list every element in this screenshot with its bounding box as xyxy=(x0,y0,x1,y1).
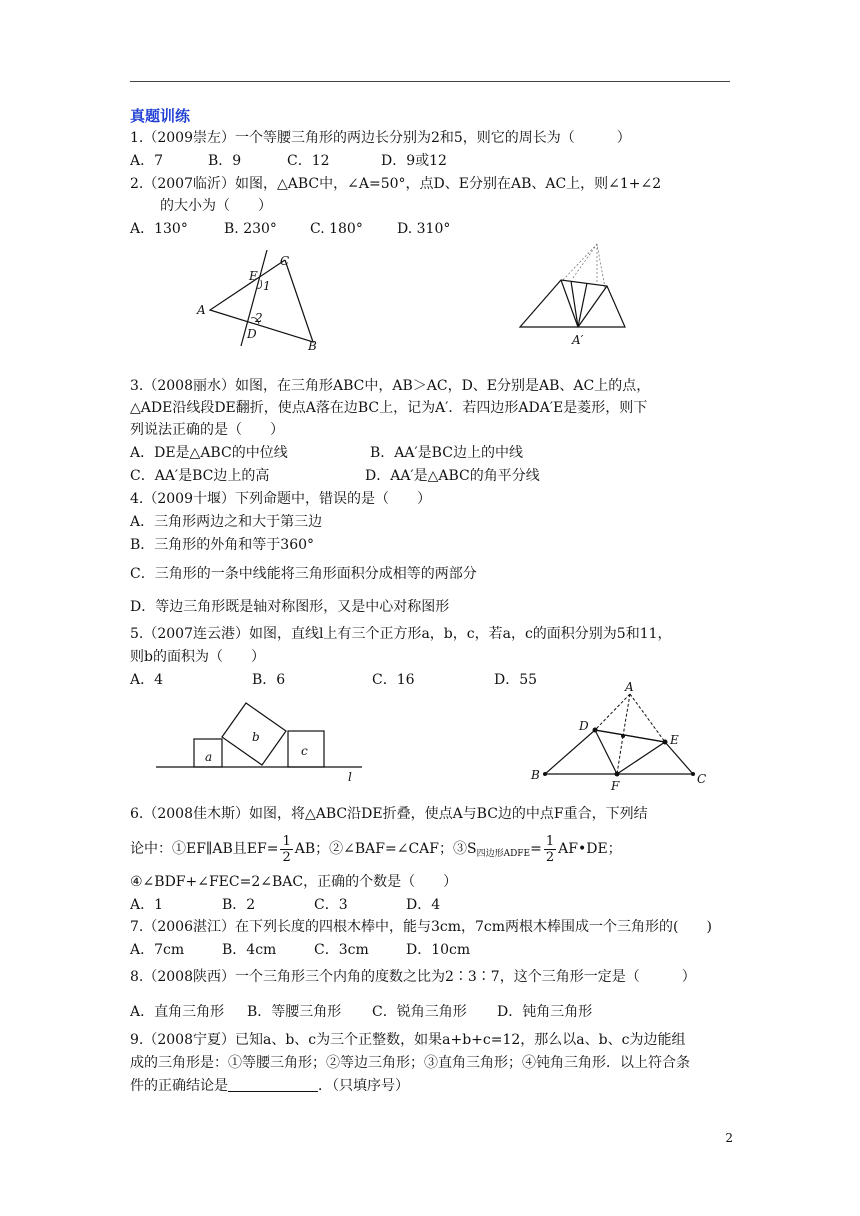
q3-option-b: B．AA′是BC边上的中线 xyxy=(370,445,523,461)
q8-option-d: D．钝角三角形 xyxy=(497,1004,593,1020)
label-a: a xyxy=(205,750,213,764)
q6-part-d: AF•DE； xyxy=(558,841,622,857)
q9-line3-b: ．（只填序号） xyxy=(318,1078,409,1094)
q4-option-c: C．三角形的一条中线能将三角形面积分成相等的两部分 xyxy=(130,566,477,582)
q6-part-b: AB；②∠BAF=∠CAF；③S xyxy=(294,841,477,857)
label-A-prime: A′ xyxy=(572,333,584,347)
q4-option-d: D．等边三角形既是轴对称图形，又是中心对称图形 xyxy=(130,599,450,615)
q2-option-c: C. 180° xyxy=(310,221,363,237)
q7-option-a: A．7cm xyxy=(130,942,185,958)
q1-option-a: A．7 xyxy=(130,153,164,169)
label-1: 1 xyxy=(263,279,271,293)
q3-fold-figure xyxy=(515,238,635,350)
label-2: 2 xyxy=(255,311,263,325)
q1-stem: 1.（2009崇左）一个等腰三角形的两边长分别为2和5，则它的周长为（ ） xyxy=(130,130,631,146)
q3-option-d: D．AA′是△ABC的角平分线 xyxy=(365,468,540,484)
q9-answer-blank[interactable] xyxy=(228,1077,318,1092)
q6-fraction-1: $\frac{1}{2}$ xyxy=(282,833,291,865)
label-F: F xyxy=(611,779,620,792)
q3-line3: 列说法正确的是（ ） xyxy=(130,422,284,438)
q1-option-d: D．9或12 xyxy=(381,153,447,169)
q1-option-b: B．9 xyxy=(208,153,242,169)
label-B: B xyxy=(531,768,540,782)
q6-subscript: 四边形ADFE xyxy=(476,849,531,859)
section-title: 真题训练 xyxy=(130,107,191,125)
q9-line1: 9.（2008宁夏）已知a、b、c为三个正整数，如果a+b+c=12，那么以a、b、c为边能组 xyxy=(130,1032,686,1048)
q2-stem-line2: 的大小为（ ） xyxy=(160,198,272,214)
label-C: C xyxy=(697,772,707,786)
q5-line1: 5.（2007连云港）如图，直线l上有三个正方形a，b，c，若a，c的面积分别为5和11， xyxy=(130,626,672,642)
q3-line1: 3.（2008丽水）如图，在三角形ABC中，AB＞AC，D、E分别是AB、AC上的点， xyxy=(130,378,651,394)
q3-option-a: A．DE是△ABC的中位线 xyxy=(130,445,288,461)
q8-option-c: C．锐角三角形 xyxy=(372,1004,467,1020)
q6-line2 xyxy=(130,832,622,871)
q6-fraction-2: $\frac{1}{2}$ xyxy=(545,833,555,865)
q2-stem-line1: 2.（2007临沂）如图，△ABC中，∠A=50°，点D、E分别在AB、AC上，则∠1+∠2 xyxy=(130,176,662,192)
q7-option-c: C．3cm xyxy=(314,942,369,958)
header-rule xyxy=(130,81,730,82)
label-D: D xyxy=(247,327,257,341)
label-C: C xyxy=(280,254,290,268)
q1-option-c: C．12 xyxy=(287,153,330,169)
label-c: c xyxy=(301,744,308,758)
q4-option-a: A．三角形两边之和大于第三边 xyxy=(130,514,323,530)
label-E: E xyxy=(670,733,679,747)
label-b: b xyxy=(252,730,260,744)
q4-option-b: B．三角形的外角和等于360° xyxy=(130,537,315,553)
q6-part-c: = xyxy=(530,841,542,857)
q6-line3: ④∠BDF+∠FEC=2∠BAC，正确的个数是（ ） xyxy=(130,874,458,890)
q9-line2: 成的三角形是：①等腰三角形；②等边三角形；③直角三角形；④钝角三角形．以上符合条 xyxy=(130,1055,690,1071)
label-B: B xyxy=(308,339,317,353)
q7-option-d: D．10cm xyxy=(406,942,471,958)
q3-option-c: C．AA′是BC边上的高 xyxy=(130,468,270,484)
q7-option-b: B．4cm xyxy=(222,942,277,958)
q7-stem: 7.（2006湛江）在下列长度的四根木棒中，能与3cm，7cm两根木棒围成一个三角形的( ) xyxy=(130,919,712,935)
q5-option-a: A．4 xyxy=(130,672,164,688)
q5-option-b: B．6 xyxy=(252,672,286,688)
q9-line3-a: 件的正确结论是 xyxy=(130,1078,228,1094)
q8-stem: 8.（2008陕西）一个三角形三个内角的度数之比为2∶3∶7，这个三角形一定是（ ） xyxy=(130,969,696,985)
label-E: E xyxy=(249,269,258,283)
q2-option-b: B. 230° xyxy=(224,221,277,237)
q5-line2: 则b的面积为（ ） xyxy=(130,649,265,665)
q9-line3 xyxy=(130,1076,409,1096)
label-A: A xyxy=(625,680,634,694)
q6-option-d: D．4 xyxy=(406,897,441,913)
q3-line2: △ADE沿线段DE翻折，使点A落在边BC上，记为A′．若四边形ADA′E是菱形，则下 xyxy=(130,400,648,416)
q5-option-d: D．55 xyxy=(494,672,538,688)
label-D: D xyxy=(579,719,589,733)
q6-fold-figure xyxy=(525,680,715,792)
q6-line1: 6.（2008佳木斯）如图，将△ABC沿DE折叠，使点A与BC边的中点F重合，下列结 xyxy=(130,806,648,822)
q8-option-a: A．直角三角形 xyxy=(130,1004,225,1020)
q6-option-c: C．3 xyxy=(314,897,348,913)
q6-option-b: B．2 xyxy=(222,897,256,913)
q6-option-a: A．1 xyxy=(130,897,164,913)
label-l: l xyxy=(348,770,352,784)
q2-option-a: A．130° xyxy=(130,221,188,237)
q4-stem: 4.（2009十堰）下列命题中，错误的是（ ） xyxy=(130,491,431,507)
q5-squares-figure xyxy=(150,695,375,787)
q5-option-c: C．16 xyxy=(372,672,415,688)
page-number: 2 xyxy=(725,1131,733,1145)
label-A: A xyxy=(197,303,206,317)
q6-part-a: 论中：①EF∥AB且EF= xyxy=(130,841,279,857)
q2-triangle-figure xyxy=(195,250,325,355)
q2-option-d: D. 310° xyxy=(397,221,451,237)
q8-option-b: B．等腰三角形 xyxy=(247,1004,342,1020)
